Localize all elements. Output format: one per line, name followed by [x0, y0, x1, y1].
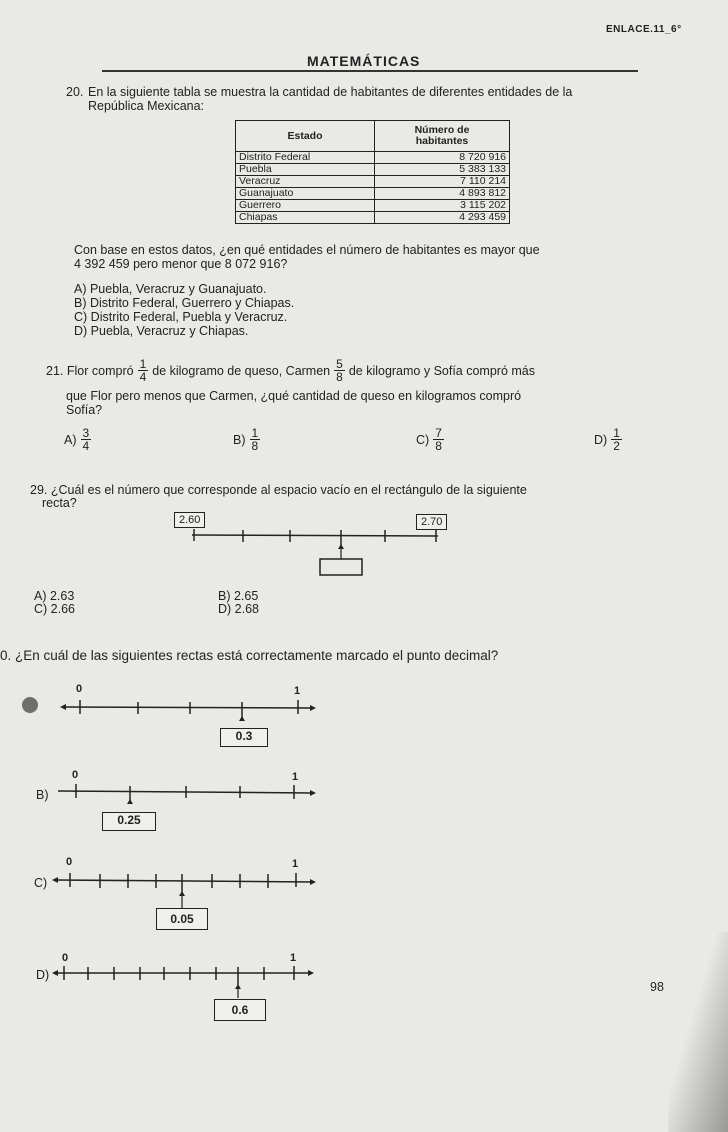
- line-d-one: 1: [290, 952, 297, 964]
- population-cell: 4 893 812: [375, 188, 510, 200]
- q20-option-b[interactable]: B) Distrito Federal, Guerrero y Chiapas.: [74, 296, 295, 310]
- q29-stem-line1: 29. ¿Cuál es el número que corresponde al espacio vacío en el rectángulo de la siguiente: [30, 483, 527, 497]
- table-header-population-line2: habitantes: [415, 135, 469, 147]
- page-title: MATEMÁTICAS: [307, 53, 421, 69]
- fraction-denominator: 2: [613, 439, 620, 453]
- fraction-numerator: 1: [139, 357, 147, 371]
- fraction-numerator: 1: [251, 426, 259, 440]
- population-cell: 8 720 916: [375, 152, 510, 164]
- state-cell: Chiapas: [236, 212, 375, 224]
- table-header-state: Estado: [236, 121, 375, 152]
- fraction-numerator: 7: [435, 426, 442, 440]
- q21-stem-line3: Sofía?: [66, 403, 103, 417]
- q20-option-a[interactable]: A) Puebla, Veracruz y Guanajuato.: [74, 282, 267, 296]
- fraction-denominator: 4: [139, 370, 147, 384]
- state-cell: Distrito Federal: [236, 152, 375, 164]
- q20-number: 20.: [66, 85, 84, 99]
- q20-stem-line2: República Mexicana:: [88, 99, 205, 113]
- option-letter: B): [233, 432, 246, 447]
- q21-part3: de kilogramo y Sofía compró más: [348, 363, 536, 378]
- q20-stem-line1: En la siguiente tabla se muestra la cantidad de habitantes de diferentes entidades de la: [88, 85, 573, 99]
- option-letter: D): [594, 432, 608, 447]
- q29-option-c[interactable]: C) 2.66: [34, 602, 75, 616]
- q21-stem-line2: que Flor pero menos que Carmen, ¿qué cantidad de queso en kilogramos compró: [66, 389, 522, 403]
- q20-question-line1: Con base en estos datos, ¿en qué entidades el número de habitantes es mayor que: [74, 243, 540, 257]
- line-b-one: 1: [292, 771, 299, 783]
- q29-stem-line2: recta?: [42, 496, 77, 510]
- fraction-numerator: 3: [82, 426, 90, 440]
- fraction-denominator: 8: [435, 439, 442, 453]
- q21-part2: de kilogramo de queso, Carmen: [152, 363, 331, 378]
- fraction-numerator: 5: [336, 357, 343, 371]
- state-cell: Puebla: [236, 164, 375, 176]
- option-letter: A): [64, 432, 77, 447]
- line-c-letter[interactable]: C): [34, 876, 48, 890]
- line-a-zero: 0: [76, 683, 83, 695]
- line-d-zero: 0: [62, 952, 69, 964]
- table-header-population-line1: Número de: [414, 124, 470, 136]
- q20-question-line2: 4 392 459 pero menor que 8 072 916?: [74, 257, 288, 271]
- q29-option-a[interactable]: A) 2.63: [34, 589, 75, 603]
- fraction-numerator: 1: [613, 426, 620, 440]
- line-d-value-box: 0.6: [214, 999, 266, 1021]
- q30-stem: 0. ¿En cuál de las siguientes rectas está correctamente marcado el punto decimal?: [0, 648, 499, 663]
- q21-number: 21.: [46, 363, 64, 378]
- state-cell: Veracruz: [236, 176, 375, 188]
- q29-option-b[interactable]: B) 2.65: [218, 589, 259, 603]
- number-line-right-label: 2.70: [416, 514, 447, 530]
- fraction-denominator: 4: [82, 439, 90, 453]
- q20-option-d[interactable]: D) Puebla, Veracruz y Chiapas.: [74, 324, 249, 338]
- population-cell: 5 383 133: [375, 164, 510, 176]
- line-b-letter[interactable]: B): [36, 788, 49, 802]
- line-d-letter[interactable]: D): [36, 968, 50, 982]
- fraction-denominator: 8: [251, 439, 259, 453]
- q21-part1: Flor compró: [66, 363, 134, 378]
- line-b-zero: 0: [72, 769, 79, 781]
- population-cell: 4 293 459: [375, 212, 510, 224]
- exam-code: ENLACE.11_6°: [606, 24, 682, 35]
- population-cell: 7 110 214: [375, 176, 510, 188]
- line-a-one: 1: [294, 685, 301, 697]
- option-letter: C): [416, 432, 430, 447]
- page-number: 98: [650, 980, 664, 994]
- line-a-value-box: 0.3: [220, 728, 268, 747]
- line-b-value-box: 0.25: [102, 812, 156, 831]
- q29-option-d[interactable]: D) 2.68: [218, 602, 259, 616]
- fraction-denominator: 8: [336, 370, 343, 384]
- line-c-value-box: 0.05: [156, 908, 208, 930]
- number-line-left-label: 2.60: [174, 512, 205, 528]
- state-cell: Guerrero: [236, 200, 375, 212]
- scan-shadow: [668, 932, 728, 1132]
- q20-option-c[interactable]: C) Distrito Federal, Puebla y Veracruz.: [74, 310, 288, 324]
- state-cell: Guanajuato: [236, 188, 375, 200]
- population-cell: 3 115 202: [375, 200, 510, 212]
- line-c-one: 1: [292, 858, 299, 870]
- line-c-zero: 0: [66, 856, 73, 868]
